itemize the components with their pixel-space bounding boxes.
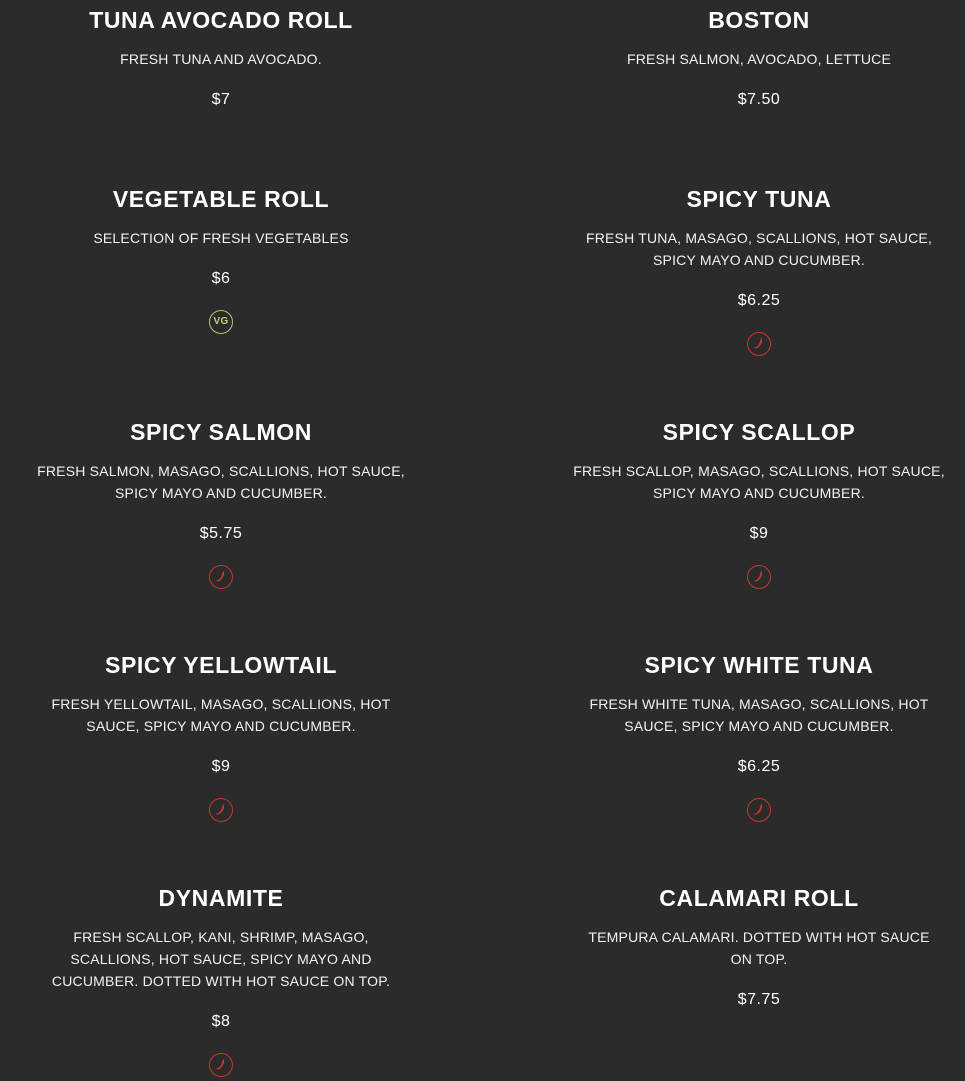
item-price: $8 [211, 1013, 231, 1030]
menu-item-tuna-avocado-roll [22, 7, 420, 110]
menu-item-spicy-scallop [560, 419, 958, 589]
item-name: TUNA AVOCADO ROLL [89, 7, 353, 33]
chili-pepper-icon [747, 565, 771, 589]
chili-pepper-icon [747, 332, 771, 356]
item-name: DYNAMITE [158, 885, 284, 911]
menu-item-spicy-tuna [560, 186, 958, 356]
item-price: $7 [211, 91, 231, 108]
item-description: FRESH TUNA AND AVOCADO. [120, 51, 322, 67]
item-price: $6 [211, 270, 231, 287]
item-description: FRESH YELLOWTAIL, MASAGO, SCALLIONS, HOT SAUCE, SPICY MAYO AND CUCUMBER. [51, 696, 391, 734]
item-name: VEGETABLE ROLL [112, 186, 330, 212]
item-price: $7.75 [737, 991, 781, 1008]
item-price: $7.50 [737, 91, 781, 108]
item-price: $6.25 [737, 292, 781, 309]
item-name: SPICY SALMON [130, 419, 312, 445]
chili-pepper-icon [209, 565, 233, 589]
item-price: $5.75 [199, 525, 243, 542]
item-price: $9 [211, 758, 231, 775]
item-description: SELECTION OF FRESH VEGETABLES [93, 230, 349, 246]
menu-item-spicy-white-tuna [560, 652, 958, 822]
chili-pepper-icon [747, 798, 771, 822]
item-description: TEMPURA CALAMARI. DOTTED WITH HOT SAUCE ON TOP. [588, 929, 930, 967]
item-description: FRESH SALMON, MASAGO, SCALLIONS, HOT SAUCE, SPICY MAYO AND CUCUMBER. [37, 463, 405, 501]
item-name: SPICY YELLOWTAIL [105, 652, 337, 678]
item-price: $6.25 [737, 758, 781, 775]
item-description: FRESH SCALLOP, MASAGO, SCALLIONS, HOT SAUCE, SPICY MAYO AND CUCUMBER. [573, 463, 945, 501]
menu-item-spicy-salmon [22, 419, 420, 589]
chili-pepper-icon [209, 1053, 233, 1077]
menu-item-spicy-yellowtail [22, 652, 420, 822]
vegan-badge: VG [209, 310, 233, 334]
item-name: BOSTON [708, 7, 810, 33]
item-description: FRESH WHITE TUNA, MASAGO, SCALLIONS, HOT SAUCE, SPICY MAYO AND CUCUMBER. [589, 696, 929, 734]
item-name: SPICY SCALLOP [662, 419, 856, 445]
chili-pepper-icon [209, 798, 233, 822]
item-name: CALAMARI ROLL [659, 885, 859, 911]
item-description: FRESH TUNA, MASAGO, SCALLIONS, HOT SAUCE, SPICY MAYO AND CUCUMBER. [585, 230, 933, 268]
item-price: $9 [749, 525, 769, 542]
item-description: FRESH SALMON, AVOCADO, LETTUCE [626, 51, 891, 67]
menu-item-dynamite [22, 885, 420, 1077]
item-name: SPICY WHITE TUNA [644, 652, 874, 678]
menu-item-calamari-roll [560, 885, 958, 1010]
menu-item-vegetable-roll [22, 186, 420, 334]
menu-item-boston [560, 7, 958, 110]
item-name: SPICY TUNA [686, 186, 832, 212]
item-description: FRESH SCALLOP, KANI, SHRIMP, MASAGO, SCALLIONS, HOT SAUCE, SPICY MAYO AND CUCUMBER. DOTTED WITH HOT SAUCE ON TOP. [51, 929, 391, 989]
